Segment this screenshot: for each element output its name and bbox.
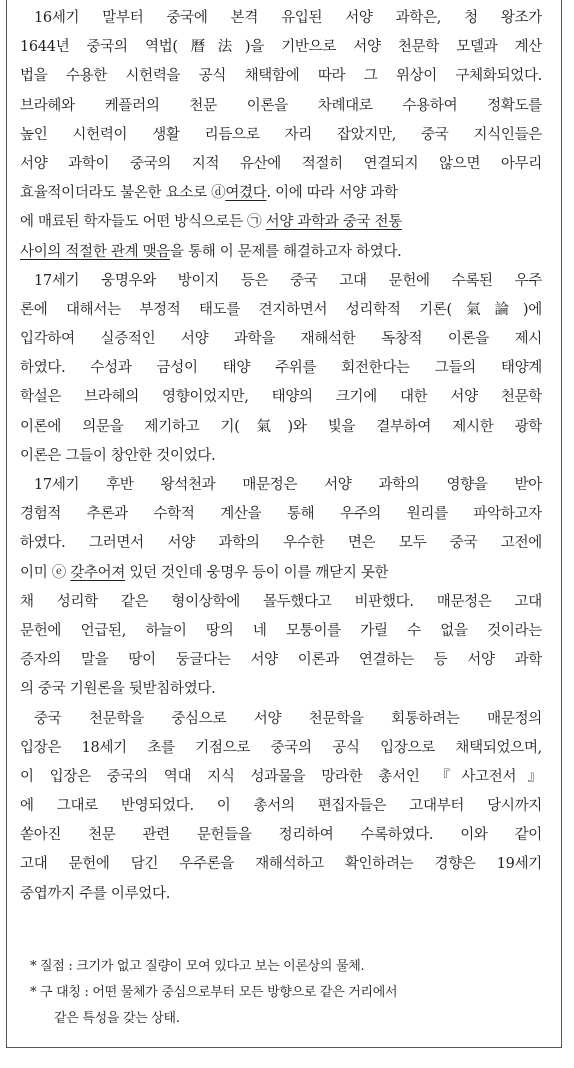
passage-text: 이미 ⓔ bbox=[20, 564, 71, 581]
passage-line: 브라헤와 케플러의 천문 이론을 차례대로 수용하여 정확도를 bbox=[20, 97, 542, 114]
passage-line: 에 그대로 반영되었다. 이 총서의 편집자들은 고대부터 당시까지 bbox=[20, 798, 542, 815]
passage-text: 을 통해 이 문제를 해결하고자 하였다. bbox=[170, 243, 402, 260]
passage-line: 경험적 추론과 수학적 계산을 통해 우주의 원리를 파악하고자 bbox=[20, 506, 542, 523]
passage-line: 증자의 말을 땅이 둥글다는 서양 이론과 연결하는 등 서양 과학 bbox=[20, 652, 542, 669]
passage-line: 학설은 브라헤의 영향이었지만, 태양의 크기에 대한 서양 천문학 bbox=[20, 389, 542, 406]
passage-text: 있던 것인데 웅명우 등이 이를 깨닫지 못한 bbox=[125, 564, 389, 581]
passage-line bbox=[20, 559, 542, 588]
passage-line: 하였다. 그러면서 서양 과학의 우수한 면은 모두 중국 고전에 bbox=[20, 535, 542, 552]
passage-text: . 이에 따라 서양 과학 bbox=[266, 185, 398, 202]
underlined-word-e: 갖추어져 bbox=[70, 564, 126, 581]
passage-line: 론에 대해서는 부정적 태도를 견지하면서 성리학적 기론(氣論)에 bbox=[20, 301, 542, 318]
underlined-word-d: 여겼다 bbox=[225, 185, 267, 202]
footnotes bbox=[30, 954, 550, 1032]
passage-line: 하였다. 수성과 금성이 태양 주위를 회전한다는 그들의 태양계 bbox=[20, 360, 542, 377]
passage-text: 효율적이더라도 불온한 요소로 ⓓ bbox=[20, 185, 226, 202]
passage-line: 서양 과학이 중국의 지적 유산에 적절히 연결되지 않으면 아무리 bbox=[20, 155, 542, 172]
passage-line: 이론은 그들이 창안한 것이었다. bbox=[20, 447, 216, 464]
passage-line: 채 성리학 같은 형이상학에 몰두했다고 비판했다. 매문정은 고대 bbox=[20, 593, 542, 610]
passage-line: 이론에 의문을 제기하고 기(氣)와 빛을 결부하여 제시한 광학 bbox=[20, 418, 542, 435]
passage-line: 17세기 웅명우와 방이지 등은 중국 고대 문헌에 수록된 우주 bbox=[34, 272, 542, 289]
passage-line: 입각하여 실증적인 서양 과학을 재해석한 독창적 이론을 제시 bbox=[20, 331, 542, 348]
passage-line: 입장은 18세기 초를 기점으로 중국의 공식 입장으로 채택되었으며, bbox=[20, 739, 542, 756]
passage-line: 17세기 후반 왕석천과 매문정은 서양 과학의 영향을 받아 bbox=[34, 477, 542, 493]
passage-line bbox=[20, 238, 542, 267]
passage-body bbox=[20, 4, 542, 909]
underlined-phrase-a-part2: 사이의 적절한 관계 맺음 bbox=[20, 243, 170, 260]
passage-line: 중국 천문학을 중심으로 서양 천문학을 회통하려는 매문정의 bbox=[34, 710, 542, 727]
footnote-item: 같은 특성을 갖는 상태. bbox=[54, 1011, 180, 1026]
passage-line: 1644년 중국의 역법(曆法)을 기반으로 서양 천문학 모델과 계산 bbox=[20, 39, 542, 56]
footnote-item: * 질점 : 크기가 없고 질량이 모여 있다고 보는 이론상의 물체. bbox=[30, 959, 365, 974]
passage-line: 높인 시헌력이 생활 리듬으로 자리 잡았지만, 중국 지식인들은 bbox=[20, 126, 542, 143]
underlined-phrase-a-part1: 서양 과학과 중국 전통 bbox=[265, 214, 402, 231]
passage-line: 이 입장은 중국의 역대 지식 성과물을 망라한 총서인 『사고전서』 bbox=[20, 768, 542, 785]
passage-line: 고대 문헌에 담긴 우주론을 재해석하고 확인하려는 경향은 19세기 bbox=[20, 856, 542, 873]
passage-line bbox=[20, 208, 542, 237]
passage-line: 법을 수용한 시헌력을 공식 채택함에 따라 그 위상이 구체화되었다. bbox=[20, 68, 542, 85]
passage-line: 문헌에 언급된, 하늘이 땅의 네 모퉁이를 가릴 수 없을 것이라는 bbox=[20, 622, 542, 639]
footnote-item: * 구 대칭 : 어떤 물체가 중심으로부터 모든 방향으로 같은 거리에서 bbox=[30, 985, 398, 1000]
passage-line bbox=[20, 179, 542, 208]
passage-line: 중엽까지 주를 이루었다. bbox=[20, 885, 170, 902]
passage-line: 의 중국 기원론을 뒷받침하였다. bbox=[20, 681, 216, 698]
passage-text: 에 매료된 학자들도 어떤 방식으로든 ㉠ bbox=[20, 214, 266, 231]
passage-line: 16세기 말부터 중국에 본격 유입된 서양 과학은, 청 왕조가 bbox=[34, 10, 542, 26]
passage-line: 쏟아진 천문 관련 문헌들을 정리하여 수록하였다. 이와 같이 bbox=[20, 827, 542, 844]
